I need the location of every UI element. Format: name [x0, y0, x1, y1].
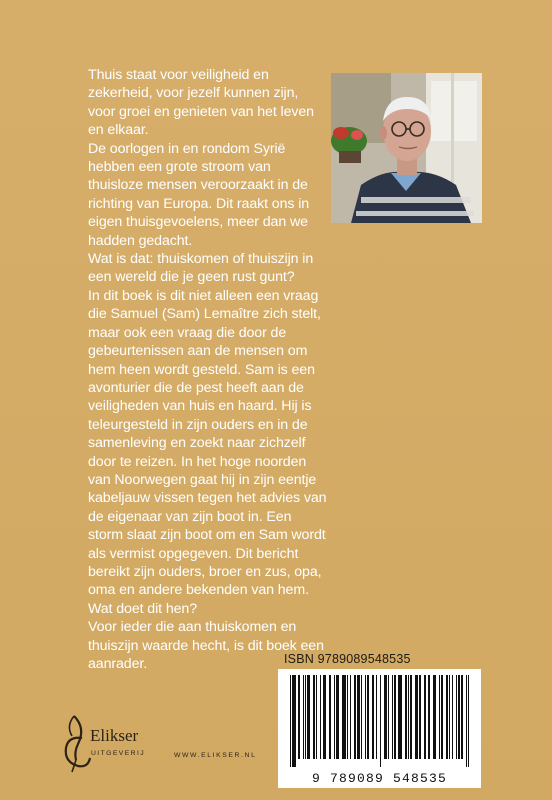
barcode-bar [456, 675, 457, 759]
publisher-logo [60, 714, 170, 774]
barcode-bar [398, 675, 402, 759]
barcode-bar [452, 675, 453, 759]
barcode-bar [372, 675, 374, 759]
blurb-paragraph: De oorlogen in en rondom Syrië hebben een grote stroom van thuisloze mensen veroorzaakt in de richting van Europa. Dit raakt ons in eigen thuisgevoelens, meer dan we hadden gedacht. [88, 140, 310, 249]
barcode-bar [376, 675, 377, 759]
barcode-bar [350, 675, 351, 759]
barcode-bar [292, 675, 296, 767]
barcode-bar [303, 675, 304, 759]
barcode [278, 669, 481, 788]
barcode-bar [439, 675, 440, 759]
barcode-bar [367, 675, 369, 759]
publisher-website: WWW.ELIKSER.NL [174, 752, 257, 759]
barcode-bar [392, 675, 393, 759]
barcode-bar [415, 675, 418, 759]
isbn-label: ISBN 9789089548535 [284, 652, 411, 666]
barcode-bar [388, 675, 389, 759]
barcode-bars [278, 669, 481, 769]
blurb-paragraph: Wat is dat: thuiskomen of thuiszijn in een wereld die je geen rust gunt? [88, 251, 314, 286]
barcode-bar [320, 675, 321, 759]
blurb-paragraph: Thuis staat voor veiligheid en zekerheid, voor jezelf kunnen zijn, voor groei en genieten van het leven en elkaar. [88, 67, 314, 139]
barcode-bar [298, 675, 300, 759]
barcode-bar [380, 675, 381, 767]
barcode-bar [361, 675, 362, 759]
blurb-text [88, 66, 328, 673]
publisher-name: Elikser [90, 726, 139, 745]
barcode-bar [428, 675, 430, 759]
barcode-bar [316, 675, 317, 759]
barcode-bar [342, 675, 346, 759]
blurb-paragraph: Voor ieder die aan thuiskomen en thuiszijn waarde hecht, is dit boek een aanrader. [88, 619, 324, 672]
barcode-bar [394, 675, 396, 759]
barcode-bar [461, 675, 463, 759]
barcode-bar [424, 675, 426, 759]
barcode-bar [441, 675, 443, 759]
publisher-subtitle: UITGEVERIJ [91, 750, 146, 757]
barcode-bar [336, 675, 339, 759]
barcode-bar [410, 675, 412, 759]
barcode-bar [408, 675, 409, 759]
barcode-bar [313, 675, 315, 759]
barcode-bar [365, 675, 366, 759]
barcode-bar [433, 675, 436, 759]
barcode-bar [307, 675, 310, 759]
author-photo [331, 73, 482, 223]
barcode-bar [468, 675, 469, 767]
barcode-bar [305, 675, 306, 759]
barcode-bar [419, 675, 421, 759]
author-portrait-icon [331, 73, 482, 223]
barcode-bar [458, 675, 460, 759]
barcode-bar [384, 675, 387, 759]
barcode-digits: 9 789089 548535 [311, 771, 448, 786]
barcode-bar [446, 675, 448, 759]
barcode-bar [357, 675, 360, 759]
barcode-bar [290, 675, 291, 767]
barcode-bar [405, 675, 407, 759]
blurb-paragraph: In dit boek is dit niet alleen een vraag die Samuel (Sam) Lemaître zich stelt, maar ook een vraag die door de gebeurtenissen aan de mensen om hem heen wordt gesteld. Sam is een avonturier die de pest heeft aan de veiligheden van huis en haard. Hij is teleurgesteld in zijn ouders en in de samenleving en zoekt naar zichzelf door te reizen. In het hoge noorden van Noorwegen gaat hij in zijn eentje kabeljauw vissen tegen het advies van de eigenaar van zijn boot in. Een storm slaat zijn boot om en Sam wordt als vermist opgegeven. Dit bericht bereikt zijn ouders, broer en zus, opa, oma en andere bekenden van hem. Wat doet dit hen? [88, 287, 327, 617]
barcode-bar [329, 675, 331, 759]
barcode-bar [354, 675, 356, 759]
barcode-bar [347, 675, 348, 759]
barcode-bar [466, 675, 467, 767]
quill-logo-icon [60, 714, 94, 774]
barcode-bar [449, 675, 450, 759]
barcode-bar [334, 675, 335, 759]
barcode-bar [323, 675, 326, 759]
